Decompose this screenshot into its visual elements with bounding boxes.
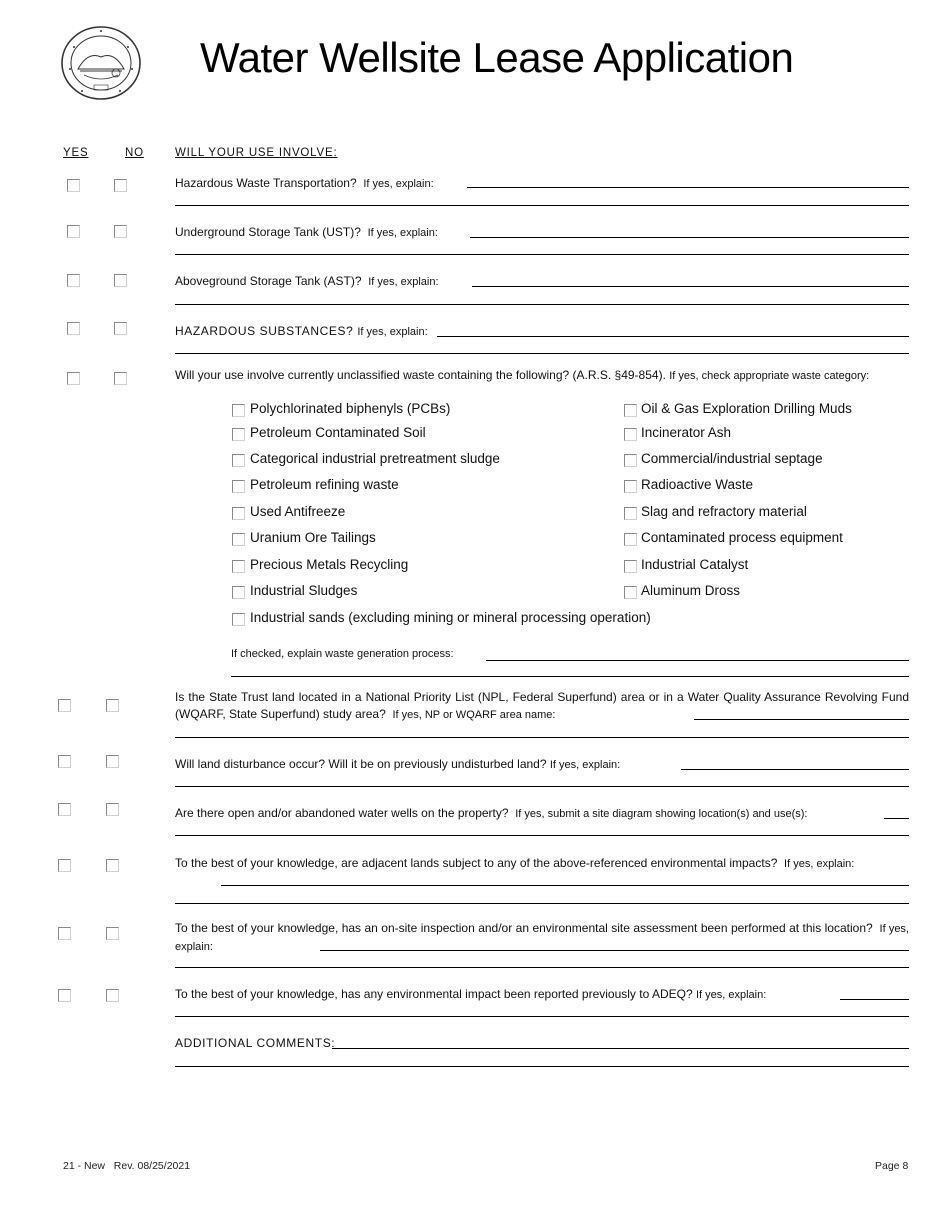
waste-industrial-sands-checkbox[interactable] (232, 613, 245, 626)
unclassified-waste-question: Will your use involve currently unclassified waste containing the following? (A.R.S. §49-854). If yes, check appropriate waste category: (175, 368, 870, 382)
hazardous-waste-explain-field-2[interactable] (175, 205, 909, 206)
waste-petroleum-soil-label: Petroleum Contaminated Soil (250, 425, 426, 440)
waste-generation-explain-field[interactable] (486, 660, 909, 661)
unclassified-waste-yes-checkbox[interactable] (67, 372, 80, 385)
waste-septage-label: Commercial/industrial septage (641, 451, 823, 466)
adjacent-lands-explain-field-2[interactable] (175, 903, 909, 904)
waste-petroleum-refining-label: Petroleum refining waste (250, 477, 399, 492)
waste-slag-checkbox[interactable] (624, 507, 637, 520)
hazardous-waste-no-checkbox[interactable] (114, 179, 127, 192)
waste-catalyst-checkbox[interactable] (624, 560, 637, 573)
waste-petroleum-soil-checkbox[interactable] (232, 428, 245, 441)
waste-incinerator-ash-label: Incinerator Ash (641, 425, 732, 440)
ust-yes-checkbox[interactable] (67, 225, 80, 238)
adjacent-lands-question: To the best of your knowledge, are adjacent lands subject to any of the above-referenced environmental impacts? If yes, explain: (175, 856, 855, 870)
waste-pcbs-label: Polychlorinated biphenyls (PCBs) (250, 401, 451, 416)
npl-no-checkbox[interactable] (106, 699, 119, 712)
waste-aluminum-dross-checkbox[interactable] (624, 586, 637, 599)
waste-industrial-sludges-label: Industrial Sludges (250, 583, 358, 598)
additional-comments-field-2[interactable] (175, 1066, 909, 1067)
hazardous-substances-yes-checkbox[interactable] (67, 322, 80, 335)
waste-antifreeze-checkbox[interactable] (232, 507, 245, 520)
waste-radioactive-label: Radioactive Waste (641, 477, 754, 492)
waste-slag-label: Slag and refractory material (641, 504, 807, 519)
adjacent-lands-explain-field[interactable] (221, 885, 909, 886)
ust-explain-field-2[interactable] (175, 254, 909, 255)
inspection-explain-field[interactable] (320, 950, 909, 951)
ast-no-checkbox[interactable] (114, 274, 127, 287)
ast-explain-field-2[interactable] (175, 304, 909, 305)
ust-question: Underground Storage Tank (UST)? If yes, explain: (175, 225, 438, 239)
waste-industrial-sands-label: Industrial sands (excluding mining or mineral processing operation) (250, 610, 651, 625)
waste-drilling-muds-checkbox[interactable] (624, 404, 637, 417)
npl-area-name-field-2[interactable] (175, 737, 909, 738)
adeq-explain-field-2[interactable] (175, 1016, 909, 1017)
page-number: Page 8 (875, 1160, 909, 1172)
hazardous-substances-question: HAZARDOUS SUBSTANCES? If yes, explain: (175, 324, 428, 338)
hazardous-waste-yes-checkbox[interactable] (67, 179, 80, 192)
adeq-question: To the best of your knowledge, has any environmental impact been reported previously to ADEQ? If yes, explain: (175, 987, 767, 1001)
hazardous-substances-no-checkbox[interactable] (114, 322, 127, 335)
waste-septage-checkbox[interactable] (624, 454, 637, 467)
form-revision: 21 - New Rev. 08/25/2021 (63, 1160, 191, 1172)
waste-precious-metals-label: Precious Metals Recycling (250, 557, 409, 572)
land-disturbance-yes-checkbox[interactable] (58, 755, 71, 768)
additional-comments-label: ADDITIONAL COMMENTS: (175, 1036, 336, 1050)
inspection-explain-field-2[interactable] (175, 967, 909, 968)
waste-incinerator-ash-checkbox[interactable] (624, 428, 637, 441)
waste-radioactive-checkbox[interactable] (624, 480, 637, 493)
adeq-explain-field[interactable] (840, 999, 909, 1000)
land-disturbance-question: Will land disturbance occur? Will it be on previously undisturbed land? If yes, explain: (175, 757, 621, 771)
adjacent-lands-yes-checkbox[interactable] (58, 859, 71, 872)
water-wells-question: Are there open and/or abandoned water wells on the property? If yes, submit a site diagram showing location(s) and use(s): (175, 806, 808, 820)
water-wells-yes-checkbox[interactable] (58, 803, 71, 816)
ust-no-checkbox[interactable] (114, 225, 127, 238)
no-column-header: NO (125, 147, 144, 159)
land-disturbance-no-checkbox[interactable] (106, 755, 119, 768)
waste-catalyst-label: Industrial Catalyst (641, 557, 749, 572)
inspection-question: To the best of your knowledge, has an on-site inspection and/or an environmental site assessment been performed at this location? If yes, explain: (175, 921, 909, 953)
land-disturbance-explain-field-2[interactable] (175, 786, 909, 787)
npl-area-name-field[interactable] (694, 719, 909, 720)
npl-yes-checkbox[interactable] (58, 699, 71, 712)
ast-explain-field[interactable] (472, 286, 909, 287)
inspection-yes-checkbox[interactable] (58, 927, 71, 940)
hazardous-substances-explain-field[interactable] (437, 336, 909, 337)
water-wells-no-checkbox[interactable] (106, 803, 119, 816)
waste-industrial-sludges-checkbox[interactable] (232, 586, 245, 599)
adeq-no-checkbox[interactable] (106, 989, 119, 1002)
hazardous-waste-question: Hazardous Waste Transportation? If yes, explain: (175, 176, 434, 190)
waste-precious-metals-checkbox[interactable] (232, 560, 245, 573)
unclassified-waste-no-checkbox[interactable] (114, 372, 127, 385)
waste-generation-explain-field-2[interactable] (231, 676, 909, 677)
inspection-no-checkbox[interactable] (106, 927, 119, 940)
waste-process-equipment-checkbox[interactable] (624, 533, 637, 546)
ast-yes-checkbox[interactable] (67, 274, 80, 287)
waste-process-equipment-label: Contaminated process equipment (641, 530, 843, 545)
waste-generation-explain-label: If checked, explain waste generation process: (231, 648, 454, 660)
arizona-seal-icon (60, 25, 142, 101)
waste-drilling-muds-label: Oil & Gas Exploration Drilling Muds (641, 401, 852, 416)
water-wells-explain-field-2[interactable] (175, 835, 909, 836)
additional-comments-field[interactable] (332, 1048, 909, 1049)
waste-petroleum-refining-checkbox[interactable] (232, 480, 245, 493)
waste-aluminum-dross-label: Aluminum Dross (641, 583, 741, 598)
adjacent-lands-no-checkbox[interactable] (106, 859, 119, 872)
waste-pretreatment-sludge-label: Categorical industrial pretreatment sludge (250, 451, 500, 466)
hazardous-waste-explain-field[interactable] (467, 187, 909, 188)
land-disturbance-explain-field[interactable] (681, 769, 909, 770)
ast-question: Aboveground Storage Tank (AST)? If yes, explain: (175, 274, 439, 288)
adeq-yes-checkbox[interactable] (58, 989, 71, 1002)
page-title: Water Wellsite Lease Application (200, 34, 794, 81)
question-column-header: WILL YOUR USE INVOLVE: (175, 147, 338, 159)
waste-pcbs-checkbox[interactable] (232, 404, 245, 417)
ust-explain-field[interactable] (470, 237, 909, 238)
hazardous-substances-explain-field-2[interactable] (175, 353, 909, 354)
waste-uranium-checkbox[interactable] (232, 533, 245, 546)
waste-antifreeze-label: Used Antifreeze (250, 504, 346, 519)
water-wells-explain-field[interactable] (884, 818, 909, 819)
npl-question: Is the State Trust land located in a National Priority List (NPL, Federal Superfund) area or in a Water Quality Assurance Revolving Fund (WQARF, State Superfund) study area? If yes, NP or WQARF area name: (175, 690, 909, 721)
waste-pretreatment-sludge-checkbox[interactable] (232, 454, 245, 467)
waste-uranium-label: Uranium Ore Tailings (250, 530, 376, 545)
yes-column-header: YES (63, 147, 89, 159)
